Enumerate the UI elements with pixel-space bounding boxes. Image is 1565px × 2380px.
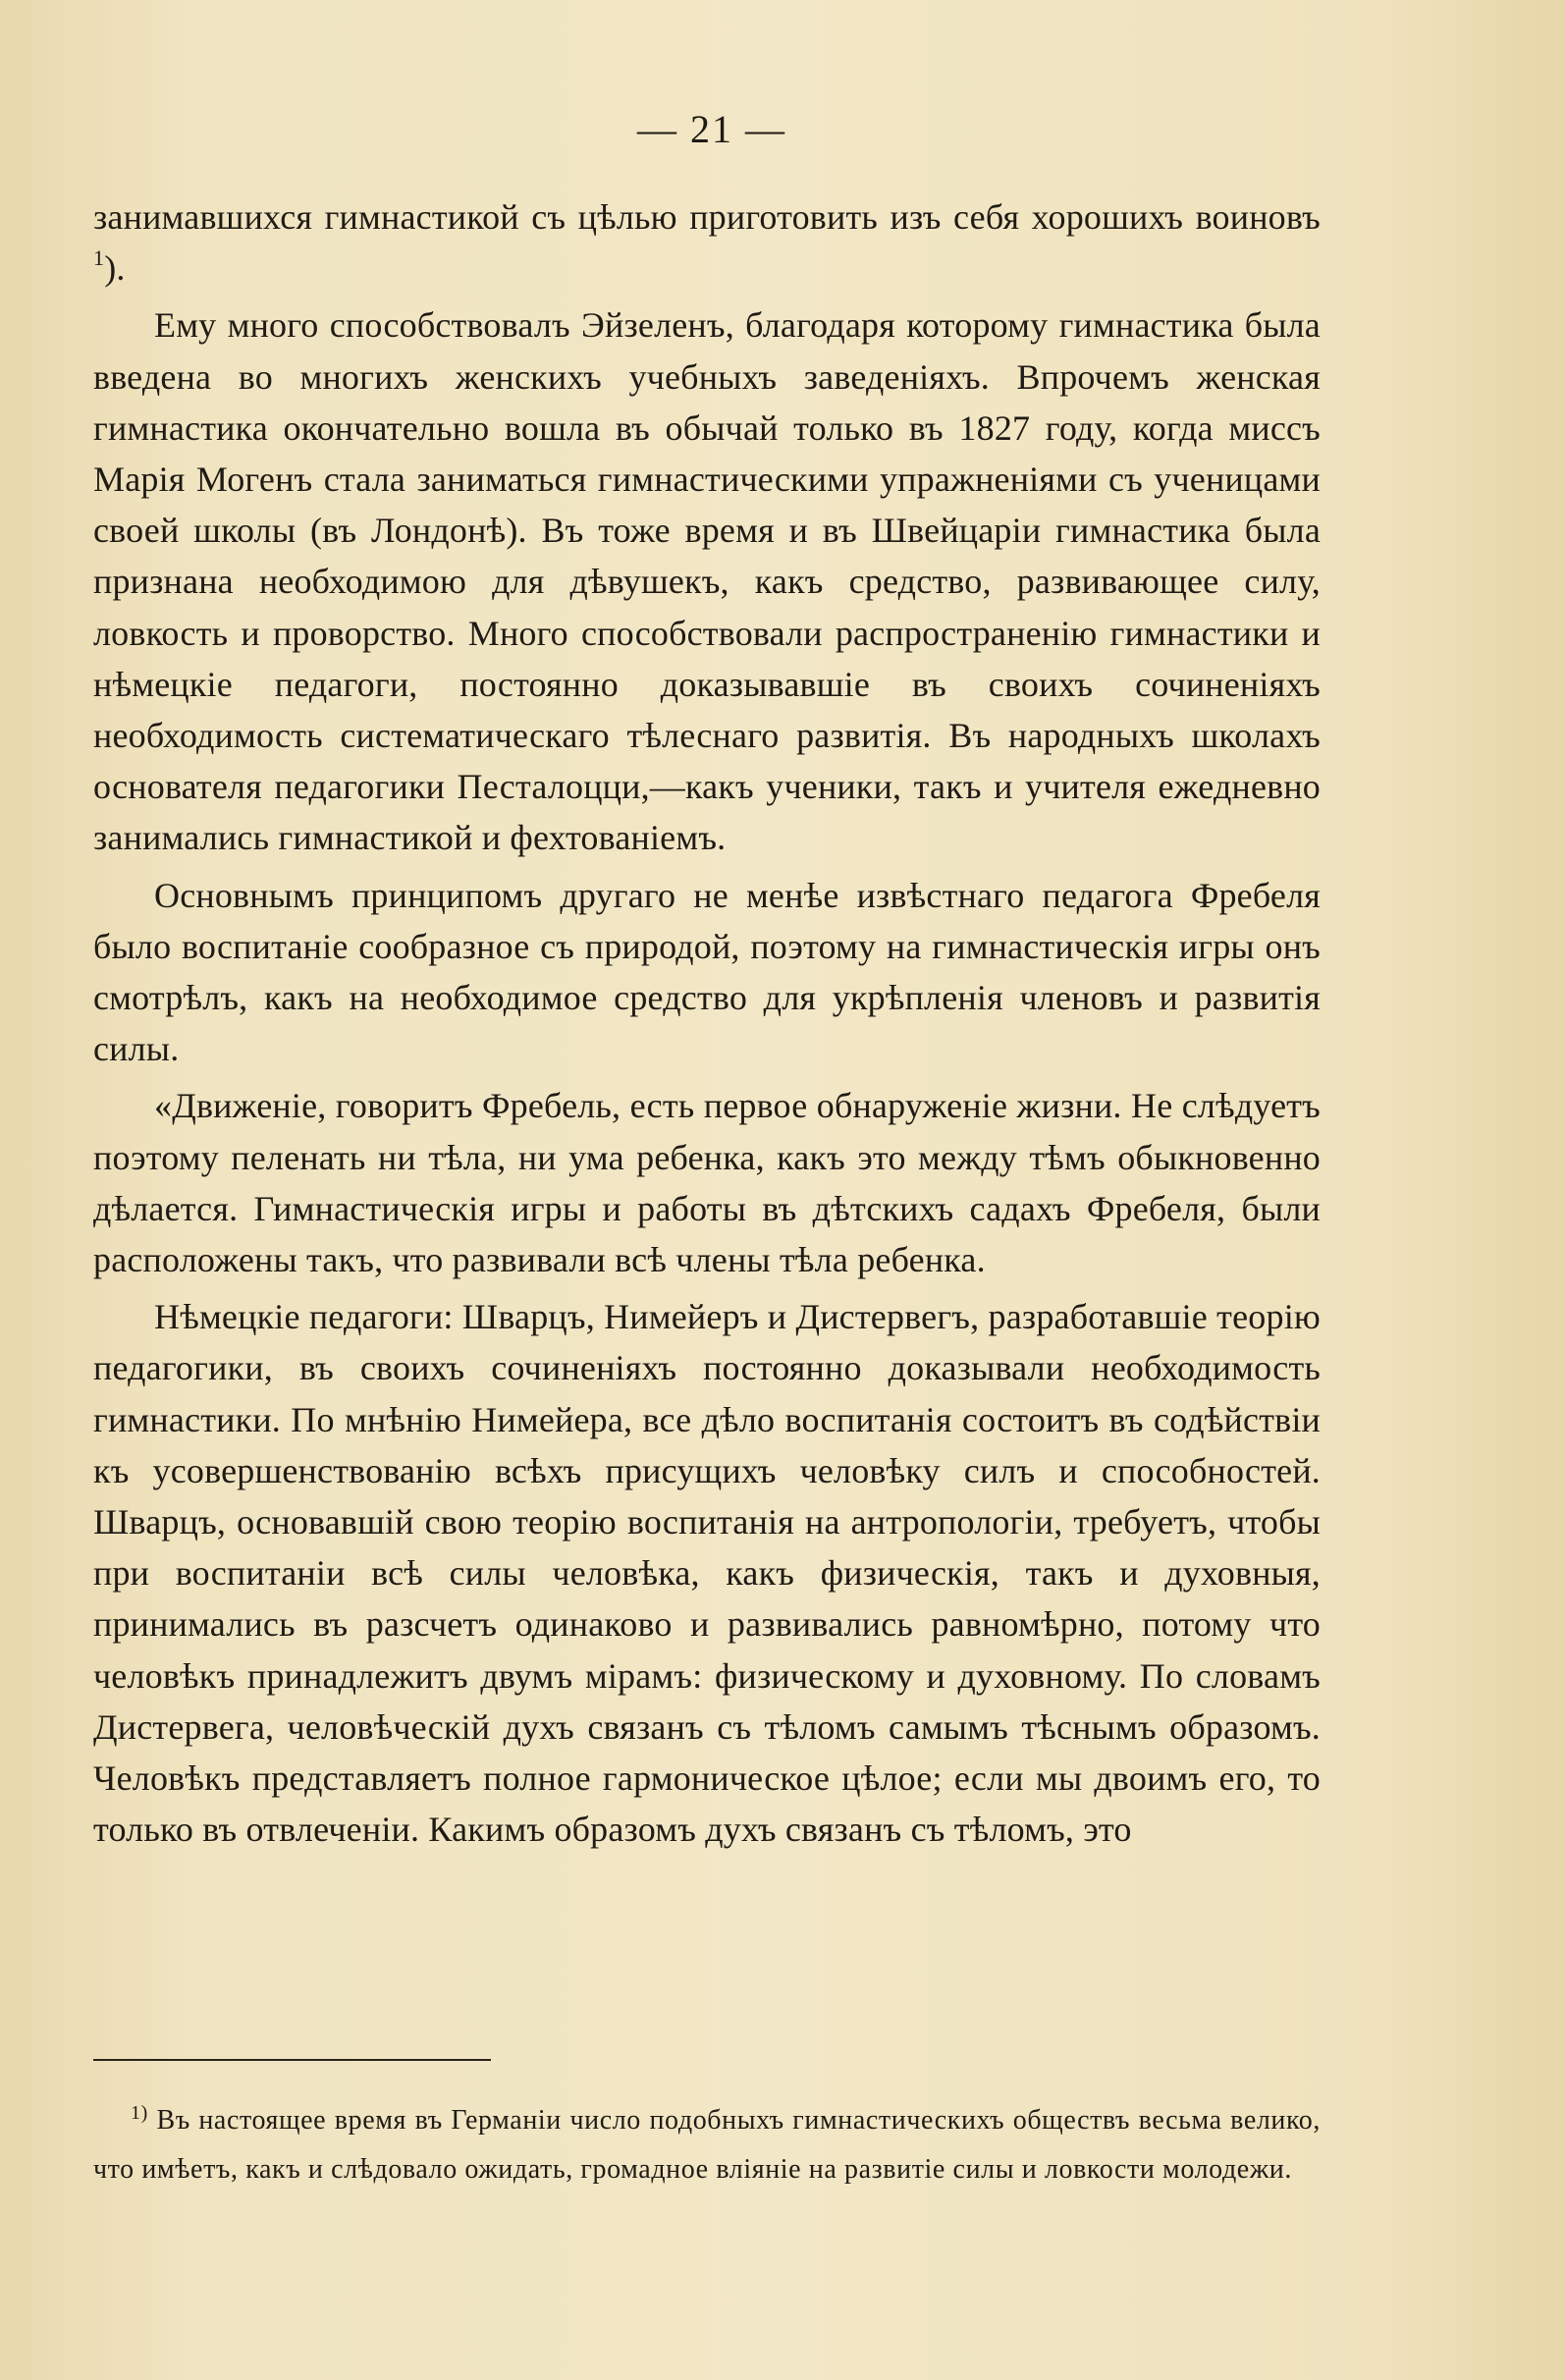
page-number: — 21 — (637, 107, 786, 151)
paragraph-1-closing: ). (104, 248, 126, 289)
paragraph-5: Нѣмецкіе педагоги: Шварцъ, Нимейеръ и Дистервегъ, разработавшіе теорію педагогики, въ своихъ сочиненіяхъ постоянно доказывали необходимость гимнастики. По мнѣнію Нимейера, все дѣло воспитанія состоитъ въ содѣйствіи къ усовершенствованію всѣхъ присущихъ человѣку силъ и способностей. Шварцъ, основавшій свою теорію воспитанія на антропологіи, требуетъ, чтобы при воспитаніи всѣ силы человѣка, какъ физическія, такъ и духовныя, принимались въ разсчетъ одинаково и развивались равномѣрно, потому что человѣкъ принадлежитъ двумъ мірамъ: физическому и духовному. По словамъ Дистервега, человѣческій духъ связанъ съ тѣломъ самымъ тѣснымъ образомъ. Человѣкъ представляетъ полное гармоническое цѣлое; если мы двоимъ его, то только въ отвлеченіи. Какимъ образомъ духъ связанъ съ тѣломъ, это (93, 1297, 1321, 1850)
footnote-text: Въ настоящее время въ Германіи число подобныхъ гимнастическихъ обществъ весьма велико, что имѣетъ, какъ и слѣдовало ожидать, громадное вліяніе на развитіе силы и ловкости молодежи. (93, 2105, 1321, 2185)
footnote (93, 2097, 1321, 2192)
paragraph-2: Ему много способствовалъ Эйзеленъ, благодаря которому гимнастика была введена во многихъ женскихъ учебныхъ заведеніяхъ. Впрочемъ женская гимнастика окончательно вошла въ обычай только въ 1827 году, когда миссъ Марія Могенъ стала заниматься гимнастическими упражненіями съ ученицами своей школы (въ Лондонѣ). Въ тоже время и въ Швейцаріи гимнастика была признана необходимою для дѣвушекъ, какъ средство, развивающее силу, ловкость и проворство. Много способствовали распространенію гимнастики и нѣмецкіе педагоги, постоянно доказывавшіе въ своихъ сочиненіяхъ необходимость систематическаго тѣлеснаго развитія. Въ народныхъ школахъ основателя педагогики Песталоцци,—какъ ученики, такъ и учителя ежедневно занимались гимнастикой и фехтованіемъ. (93, 305, 1321, 858)
main-text (93, 191, 1321, 1856)
footnote-divider (93, 2059, 491, 2061)
footnote-mark: 1) (131, 2102, 148, 2124)
footnote-reference: 1 (93, 245, 105, 271)
paragraph-3: Основнымъ принципомъ другаго не менѣе извѣстнаго педагога Фребеля было воспитаніе сообразное съ природой, поэтому на гимнастическія игры онъ смотрѣлъ, какъ на необходимое средство для укрѣпленія членовъ и развитія силы. (93, 875, 1321, 1069)
paragraph-1-text: занимавшихся гимнастикой съ цѣлью приготовить изъ себя хорошихъ воиновъ (93, 197, 1321, 237)
paragraph-4: «Движеніе, говоритъ Фребель, есть первое обнаруженіе жизни. Не слѣдуетъ поэтому пеленать ни тѣла, ни ума ребенка, какъ это между тѣмъ обыкновенно дѣлается. Гимнастическія игры и работы въ дѣтскихъ садахъ Фребеля, были расположены такъ, что развивали всѣ члены тѣла ребенка. (93, 1086, 1321, 1280)
paragraph-1 (93, 191, 1321, 294)
